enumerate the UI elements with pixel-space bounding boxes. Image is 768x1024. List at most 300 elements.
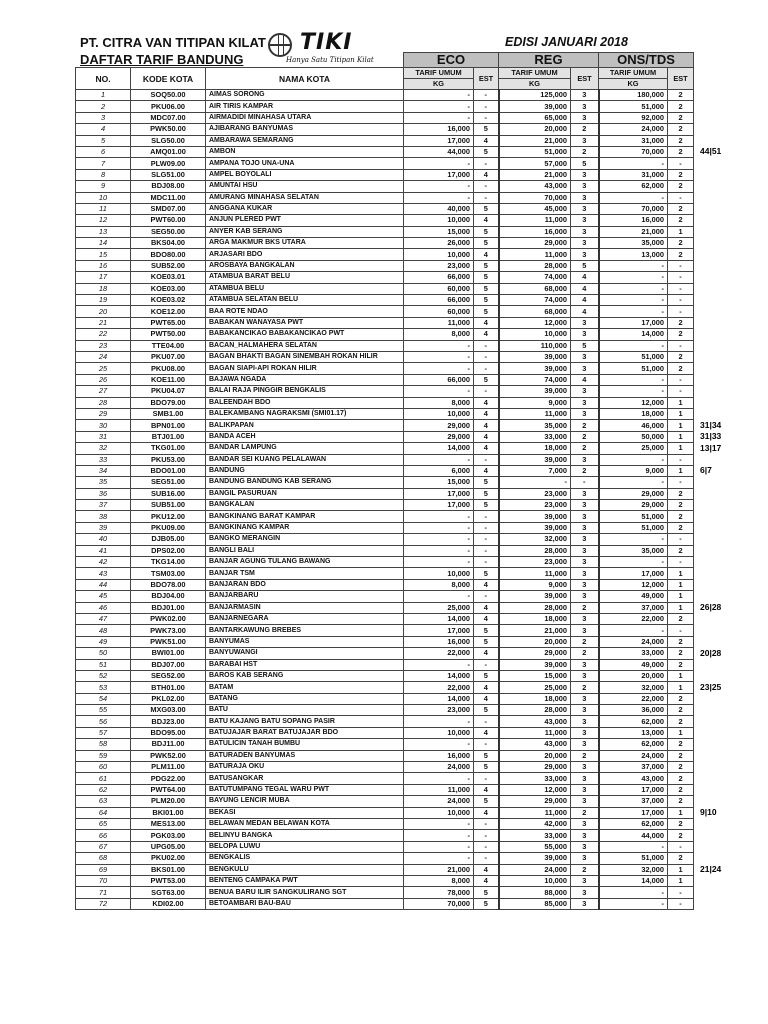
reg-tariff: 57,000	[499, 158, 571, 169]
ons-est: -	[668, 454, 694, 465]
reg-tariff: 68,000	[499, 283, 571, 294]
eco-est: 5	[474, 670, 499, 681]
ons-tariff: 51,000	[599, 522, 668, 533]
city-name: BATAM	[206, 682, 404, 693]
table-row	[76, 853, 694, 864]
eco-est: 4	[474, 875, 499, 886]
ons-est: 2	[668, 659, 694, 670]
reg-tariff: 110,000	[499, 340, 571, 351]
reg-tariff: 28,000	[499, 602, 571, 613]
reg-tariff: 11,000	[499, 568, 571, 579]
city-name: BANDUNG BANDUNG KAB SERANG	[206, 477, 404, 488]
city-code: BDO78.00	[131, 579, 206, 590]
row-number: 55	[76, 705, 131, 716]
table-row	[76, 682, 694, 693]
city-name: BAJAWA NGADA	[206, 374, 404, 385]
table-row	[76, 408, 694, 419]
city-name: BALIKPAPAN	[206, 420, 404, 431]
ons-est: 2	[668, 146, 694, 157]
row-number: 2	[76, 101, 131, 112]
table-row	[76, 363, 694, 374]
city-name: ATAMBUA BELU	[206, 283, 404, 294]
city-name: BALAI RAJA PINGGIR BENGKALIS	[206, 386, 404, 397]
table-row	[76, 830, 694, 841]
eco-est: 4	[474, 807, 499, 818]
ons-tariff: -	[599, 386, 668, 397]
eco-est: 4	[474, 317, 499, 328]
eco-tariff: 10,000	[404, 215, 474, 226]
row-number: 13	[76, 226, 131, 237]
city-code: TSM03.00	[131, 568, 206, 579]
ons-tariff: 24,000	[599, 636, 668, 647]
table-row	[76, 90, 694, 101]
city-name: BANDAR SEI KUANG PELALAWAN	[206, 454, 404, 465]
ons-tariff: -	[599, 625, 668, 636]
row-number: 48	[76, 625, 131, 636]
table-row	[76, 146, 694, 157]
row-number: 38	[76, 511, 131, 522]
ons-tariff: 24,000	[599, 750, 668, 761]
reg-est: 3	[571, 591, 599, 602]
eco-est: -	[474, 659, 499, 670]
city-code: SLG51.00	[131, 169, 206, 180]
table-row	[76, 522, 694, 533]
city-code: PKU06.00	[131, 101, 206, 112]
eco-tariff: 78,000	[404, 887, 474, 898]
row-number: 33	[76, 454, 131, 465]
ons-tariff: 51,000	[599, 101, 668, 112]
city-name: BEKASI	[206, 807, 404, 818]
reg-est: 3	[571, 363, 599, 374]
reg-tariff: 29,000	[499, 648, 571, 659]
ons-tariff: 70,000	[599, 146, 668, 157]
city-code: PLM20.00	[131, 796, 206, 807]
city-code: BPN01.00	[131, 420, 206, 431]
city-code: SLG50.00	[131, 135, 206, 146]
row-number: 51	[76, 659, 131, 670]
city-name: BACAN_HALMAHERA SELATAN	[206, 340, 404, 351]
city-name: AMBARAWA SEMARANG	[206, 135, 404, 146]
ons-est: 2	[668, 169, 694, 180]
reg-tariff: 43,000	[499, 716, 571, 727]
row-number: 58	[76, 739, 131, 750]
header-ons-tarif: TARIF UMUM	[599, 68, 668, 79]
reg-tariff: 18,000	[499, 693, 571, 704]
city-name: BENGKALIS	[206, 853, 404, 864]
reg-tariff: 10,000	[499, 329, 571, 340]
reg-est: 4	[571, 272, 599, 283]
row-number: 34	[76, 465, 131, 476]
city-code: SUB52.00	[131, 260, 206, 271]
city-code: TKG14.00	[131, 557, 206, 568]
eco-tariff: 26,000	[404, 238, 474, 249]
ons-tariff: 51,000	[599, 511, 668, 522]
ons-est: 1	[668, 465, 694, 476]
eco-tariff: 10,000	[404, 408, 474, 419]
ons-tariff: 20,000	[599, 670, 668, 681]
city-code: DPS02.00	[131, 545, 206, 556]
reg-est: 3	[571, 625, 599, 636]
eco-est: -	[474, 181, 499, 192]
reg-est: 4	[571, 374, 599, 385]
ons-est: 2	[668, 830, 694, 841]
reg-est: 3	[571, 329, 599, 340]
ons-tariff: 17,000	[599, 317, 668, 328]
table-row	[76, 500, 694, 511]
eco-tariff: 8,000	[404, 329, 474, 340]
eco-tariff: 10,000	[404, 807, 474, 818]
ons-tariff: 70,000	[599, 203, 668, 214]
city-name: ARJASARI BDO	[206, 249, 404, 260]
row-number: 52	[76, 670, 131, 681]
ons-est: -	[668, 898, 694, 909]
row-number: 72	[76, 898, 131, 909]
ons-est: 1	[668, 397, 694, 408]
reg-tariff: 70,000	[499, 192, 571, 203]
reg-tariff: 28,000	[499, 260, 571, 271]
eco-est: 5	[474, 146, 499, 157]
eco-tariff: 25,000	[404, 602, 474, 613]
eco-est: -	[474, 739, 499, 750]
table-row	[76, 511, 694, 522]
ons-est: -	[668, 283, 694, 294]
ons-tariff: 29,000	[599, 488, 668, 499]
row-number: 62	[76, 784, 131, 795]
eco-est: 5	[474, 226, 499, 237]
eco-tariff: 8,000	[404, 875, 474, 886]
eco-tariff: -	[404, 454, 474, 465]
reg-tariff: 35,000	[499, 420, 571, 431]
city-code: PKU53.00	[131, 454, 206, 465]
city-code: KDI02.00	[131, 898, 206, 909]
ons-est: -	[668, 625, 694, 636]
reg-tariff: 39,000	[499, 351, 571, 362]
row-number: 44	[76, 579, 131, 590]
eco-tariff: 21,000	[404, 864, 474, 875]
eco-est: 5	[474, 283, 499, 294]
table-row	[76, 568, 694, 579]
ons-est: 2	[668, 511, 694, 522]
eco-tariff: -	[404, 545, 474, 556]
eco-tariff: -	[404, 90, 474, 101]
row-number: 8	[76, 169, 131, 180]
reg-est: 3	[571, 853, 599, 864]
table-row	[76, 374, 694, 385]
reg-est: 3	[571, 705, 599, 716]
reg-est: 3	[571, 716, 599, 727]
eco-est: 4	[474, 169, 499, 180]
ons-est: 1	[668, 670, 694, 681]
city-name: AJIBARANG BANYUMAS	[206, 124, 404, 135]
reg-tariff: 39,000	[499, 659, 571, 670]
reg-est: 2	[571, 636, 599, 647]
eco-est: -	[474, 819, 499, 830]
reg-est: 3	[571, 613, 599, 624]
eco-tariff: 66,000	[404, 374, 474, 385]
table-row	[76, 602, 694, 613]
reg-est: 3	[571, 90, 599, 101]
reg-est: 3	[571, 557, 599, 568]
row-number: 1	[76, 90, 131, 101]
ons-est: 2	[668, 90, 694, 101]
ons-est: 1	[668, 591, 694, 602]
city-name: BANGLI BALI	[206, 545, 404, 556]
tariff-table	[75, 52, 694, 910]
table-row	[76, 340, 694, 351]
page-title: DAFTAR TARIF BANDUNG	[80, 52, 244, 67]
ons-est: -	[668, 386, 694, 397]
city-name: BATURAJA OKU	[206, 762, 404, 773]
ons-est: 1	[668, 226, 694, 237]
logo-wordmark: TIKI	[300, 30, 353, 55]
reg-tariff: 23,000	[499, 500, 571, 511]
table-row	[76, 807, 694, 818]
company-name: PT. CITRA VAN TITIPAN KILAT	[80, 35, 266, 50]
city-name: BANDUNG	[206, 465, 404, 476]
eco-est: 5	[474, 272, 499, 283]
ons-tariff: 35,000	[599, 545, 668, 556]
ons-tariff: -	[599, 887, 668, 898]
ons-tariff: 14,000	[599, 329, 668, 340]
ons-tariff: 31,000	[599, 169, 668, 180]
row-number: 24	[76, 351, 131, 362]
ons-est: -	[668, 158, 694, 169]
header-reg-est: EST	[571, 68, 599, 90]
ons-est: -	[668, 306, 694, 317]
eco-est: -	[474, 830, 499, 841]
table-row	[76, 784, 694, 795]
eco-tariff: -	[404, 830, 474, 841]
reg-est: 3	[571, 693, 599, 704]
eco-tariff: 14,000	[404, 613, 474, 624]
reg-tariff: 43,000	[499, 739, 571, 750]
eco-est: 5	[474, 750, 499, 761]
ons-est: -	[668, 841, 694, 852]
reg-est: 3	[571, 386, 599, 397]
ons-tariff: -	[599, 158, 668, 169]
eco-est: 4	[474, 465, 499, 476]
ons-est: 1	[668, 579, 694, 590]
eco-tariff: -	[404, 181, 474, 192]
ons-tariff: 33,000	[599, 648, 668, 659]
city-name: BATUSANGKAR	[206, 773, 404, 784]
reg-est: 3	[571, 796, 599, 807]
city-code: BWI01.00	[131, 648, 206, 659]
city-code: BKS01.00	[131, 864, 206, 875]
city-name: ANJUN PLERED PWT	[206, 215, 404, 226]
city-name: BANGKALAN	[206, 500, 404, 511]
row-number: 20	[76, 306, 131, 317]
city-name: AMURANG MINAHASA SELATAN	[206, 192, 404, 203]
eco-est: 5	[474, 295, 499, 306]
reg-est: 4	[571, 283, 599, 294]
eco-est: 5	[474, 636, 499, 647]
city-code: BKS04.00	[131, 238, 206, 249]
row-number: 5	[76, 135, 131, 146]
eco-est: 4	[474, 249, 499, 260]
city-code: TKG01.00	[131, 443, 206, 454]
row-number: 57	[76, 727, 131, 738]
reg-tariff: 39,000	[499, 363, 571, 374]
city-name: BABAKAN WANAYASA PWT	[206, 317, 404, 328]
city-code: BDO79.00	[131, 397, 206, 408]
table-row	[76, 135, 694, 146]
city-code: PLM11.00	[131, 762, 206, 773]
reg-tariff: 68,000	[499, 306, 571, 317]
ons-tariff: 37,000	[599, 796, 668, 807]
row-number: 28	[76, 397, 131, 408]
row-number: 29	[76, 408, 131, 419]
eco-tariff: 11,000	[404, 317, 474, 328]
table-row	[76, 431, 694, 442]
ons-tariff: 25,000	[599, 443, 668, 454]
city-name: BANDA ACEH	[206, 431, 404, 442]
header-eco-tarif: TARIF UMUM	[404, 68, 474, 79]
table-row	[76, 249, 694, 260]
reg-est: 2	[571, 648, 599, 659]
ons-est: 1	[668, 727, 694, 738]
eco-tariff: -	[404, 511, 474, 522]
eco-tariff: 17,000	[404, 625, 474, 636]
ons-tariff: 37,000	[599, 602, 668, 613]
table-row	[76, 591, 694, 602]
reg-est: 5	[571, 158, 599, 169]
city-code: BDJ11.00	[131, 739, 206, 750]
table-row	[76, 351, 694, 362]
reg-tariff: 20,000	[499, 124, 571, 135]
eco-tariff: 29,000	[404, 420, 474, 431]
eco-est: 4	[474, 682, 499, 693]
city-code: BDO80.00	[131, 249, 206, 260]
city-name: BANYUWANGI	[206, 648, 404, 659]
eco-est: -	[474, 534, 499, 545]
reg-est: 2	[571, 602, 599, 613]
reg-est: 2	[571, 864, 599, 875]
table-row	[76, 864, 694, 875]
ons-est: 2	[668, 238, 694, 249]
eco-est: -	[474, 386, 499, 397]
reg-tariff: 9,000	[499, 397, 571, 408]
reg-est: 2	[571, 420, 599, 431]
table-row	[76, 648, 694, 659]
ons-tariff: 31,000	[599, 135, 668, 146]
ons-est: 2	[668, 488, 694, 499]
reg-tariff: 55,000	[499, 841, 571, 852]
reg-est: 2	[571, 431, 599, 442]
eco-tariff: 17,000	[404, 500, 474, 511]
ons-est: 2	[668, 636, 694, 647]
eco-est: 5	[474, 306, 499, 317]
reg-est: 2	[571, 807, 599, 818]
ons-tariff: -	[599, 192, 668, 203]
city-code: BDJ07.00	[131, 659, 206, 670]
ons-tariff: 32,000	[599, 864, 668, 875]
city-name: ARGA MAKMUR BKS UTARA	[206, 238, 404, 249]
reg-est: 3	[571, 898, 599, 909]
reg-tariff: 10,000	[499, 875, 571, 886]
reg-tariff: 16,000	[499, 226, 571, 237]
table-row	[76, 716, 694, 727]
city-code: BDJ01.00	[131, 602, 206, 613]
eco-est: -	[474, 192, 499, 203]
header-reg-kg: KG	[499, 79, 571, 90]
ons-tariff: 29,000	[599, 500, 668, 511]
table-row	[76, 705, 694, 716]
reg-tariff: 39,000	[499, 454, 571, 465]
ons-est: 2	[668, 181, 694, 192]
ons-tariff: 92,000	[599, 112, 668, 123]
ons-tariff: 17,000	[599, 807, 668, 818]
eco-est: 4	[474, 443, 499, 454]
reg-est: 3	[571, 819, 599, 830]
eco-tariff: 8,000	[404, 397, 474, 408]
reg-tariff: 39,000	[499, 511, 571, 522]
reg-est: 3	[571, 739, 599, 750]
city-code: AMQ01.00	[131, 146, 206, 157]
eco-est: -	[474, 454, 499, 465]
row-number: 68	[76, 853, 131, 864]
city-name: BAGAN SIAPI-API ROKAN HILIR	[206, 363, 404, 374]
city-code: SEG51.00	[131, 477, 206, 488]
table-row	[76, 545, 694, 556]
side-note: 6|7	[700, 465, 712, 476]
eco-tariff: 60,000	[404, 306, 474, 317]
reg-est: 3	[571, 511, 599, 522]
table-row	[76, 306, 694, 317]
reg-est: 3	[571, 887, 599, 898]
header-reg-tarif: TARIF UMUM	[499, 68, 571, 79]
city-code: PGK03.00	[131, 830, 206, 841]
eco-tariff: 14,000	[404, 443, 474, 454]
eco-tariff: -	[404, 363, 474, 374]
city-code: SMD07.00	[131, 203, 206, 214]
ons-est: 2	[668, 739, 694, 750]
reg-tariff: 12,000	[499, 784, 571, 795]
reg-est: 3	[571, 203, 599, 214]
reg-est: 3	[571, 112, 599, 123]
reg-est: 5	[571, 340, 599, 351]
side-note: 44|51	[700, 146, 722, 157]
table-row	[76, 238, 694, 249]
row-number: 69	[76, 864, 131, 875]
city-name: BANDAR LAMPUNG	[206, 443, 404, 454]
table-row	[76, 226, 694, 237]
ons-tariff: 18,000	[599, 408, 668, 419]
table-row	[76, 887, 694, 898]
reg-est: 2	[571, 124, 599, 135]
table-row	[76, 875, 694, 886]
reg-est: 3	[571, 317, 599, 328]
city-name: AIR TIRIS KAMPAR	[206, 101, 404, 112]
eco-tariff: -	[404, 773, 474, 784]
ons-est: -	[668, 534, 694, 545]
reg-tariff: 43,000	[499, 181, 571, 192]
ons-est: 1	[668, 420, 694, 431]
ons-est: -	[668, 477, 694, 488]
ons-tariff: 21,000	[599, 226, 668, 237]
ons-est: 2	[668, 203, 694, 214]
eco-est: 5	[474, 887, 499, 898]
reg-tariff: 11,000	[499, 727, 571, 738]
ons-tariff: 16,000	[599, 215, 668, 226]
city-code: MES13.00	[131, 819, 206, 830]
city-code: BDJ04.00	[131, 591, 206, 602]
reg-est: 3	[571, 841, 599, 852]
city-name: BATANG	[206, 693, 404, 704]
reg-est: 3	[571, 249, 599, 260]
eco-est: -	[474, 841, 499, 852]
ons-est: 2	[668, 705, 694, 716]
